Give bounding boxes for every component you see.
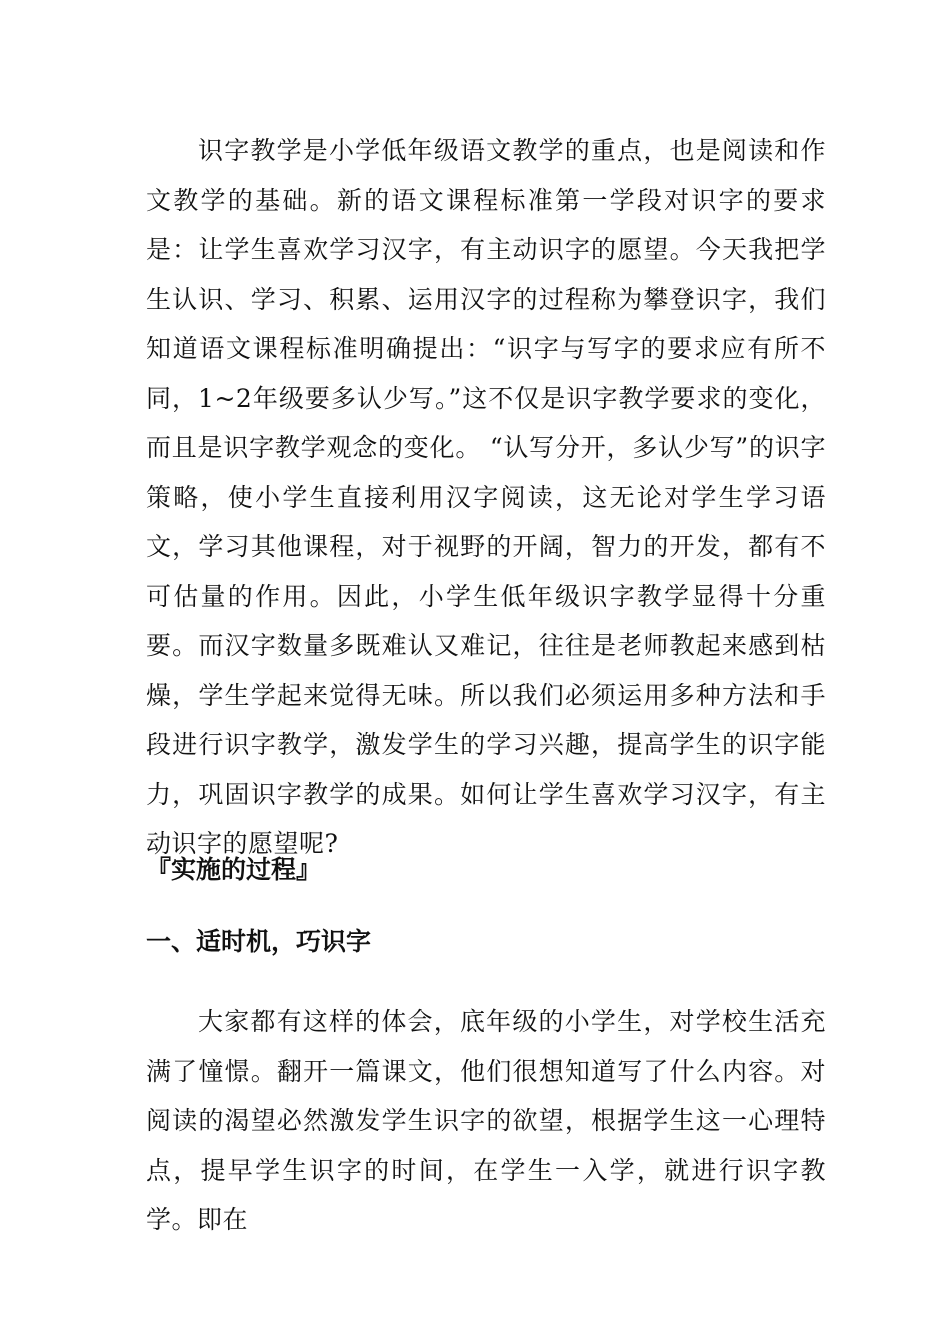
intro-paragraph: 识字教学是小学低年级语文教学的重点，也是阅读和作文教学的基础。新的语文课程标准第一学段对识字的要求是：让学生喜欢学习汉字，有主动识字的愿望。今天我把学生认识、学习、积累、运用汉字的过程称为攀登识字，我们知道语文课程标准明确提出：“识字与写字的要求应有所不同，1~2年级要多认少写。”这不仅是识字教学要求的变化，而且是识字教学观念的变化。 “认写分开，多认少写”的识字策略，使小学生直接利用汉字阅读，这无论对学生学习语文，学习其他课程，对于视野的开阔，智力的开发，都有不可估量的作用。因此，小学生低年级识字教学显得十分重要。而汉字数量多既难认又难记，往往是老师教起来感到枯燥，学生学起来觉得无味。所以我们必须运用多种方法和手段进行识字教学，激发学生的学习兴趣，提高学生的识字能力，巩固识字教学的成果。如何让学生喜欢学习汉字，有主动识字的愿望呢? [146,136,826,858]
body-paragraph-2: 大家都有这样的体会，底年级的小学生，对学校生活充满了憧憬。翻开一篇课文，他们很想知道写了什么内容。对阅读的渴望必然激发学生识字的欲望，根据学生这一心理特点，提早学生识字的时间，在学生一入学，就进行识字教学。即在 [146,1007,826,1234]
section-heading: 『实施的过程』 [146,855,322,884]
subheading-1: 一、适时机，巧识字 [146,927,372,956]
